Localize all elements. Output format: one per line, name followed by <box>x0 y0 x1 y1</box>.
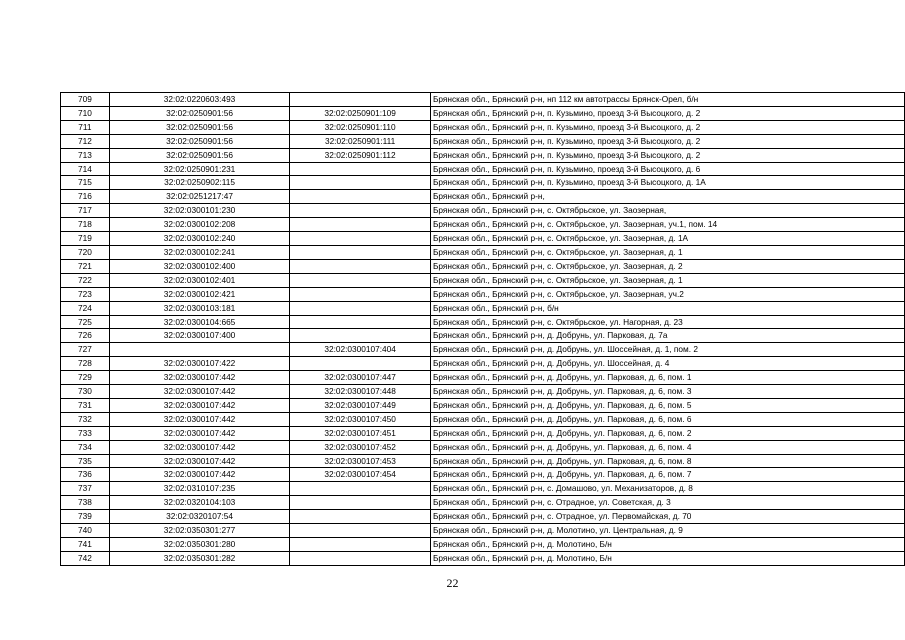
object-cadastral-number-cell: 32:02:0300107:454 <box>290 468 431 482</box>
row-number-cell: 734 <box>61 440 110 454</box>
row-number-cell: 729 <box>61 371 110 385</box>
object-cadastral-number-cell: 32:02:0300107:452 <box>290 440 431 454</box>
land-cadastral-number-cell: 32:02:0300102:401 <box>109 273 289 287</box>
table-row <box>61 538 905 552</box>
object-cadastral-number-cell: 32:02:0250901:110 <box>290 120 431 134</box>
object-cadastral-number-cell <box>290 496 431 510</box>
table-row <box>61 343 905 357</box>
row-number-cell: 731 <box>61 398 110 412</box>
table-row <box>61 329 905 343</box>
address-cell: Брянская обл., Брянский р-н, с. Октябрьское, ул. Заозерная, д. 1 <box>430 273 904 287</box>
row-number-cell: 733 <box>61 426 110 440</box>
land-cadastral-number-cell: 32:02:0310107:235 <box>109 482 289 496</box>
row-number-cell: 710 <box>61 106 110 120</box>
address-cell: Брянская обл., Брянский р-н, д. Добрунь, ул. Парковая, д. 6, пом. 6 <box>430 412 904 426</box>
land-cadastral-number-cell: 32:02:0320107:54 <box>109 510 289 524</box>
row-number-cell: 720 <box>61 245 110 259</box>
row-number-cell: 739 <box>61 510 110 524</box>
land-cadastral-number-cell: 32:02:0300102:208 <box>109 218 289 232</box>
table-row <box>61 134 905 148</box>
page-number: 22 <box>446 576 459 590</box>
table-row <box>61 176 905 190</box>
row-number-cell: 737 <box>61 482 110 496</box>
object-cadastral-number-cell <box>290 232 431 246</box>
row-number-cell: 713 <box>61 148 110 162</box>
address-cell: Брянская обл., Брянский р-н, с. Октябрьское, ул. Заозерная, уч.2 <box>430 287 904 301</box>
land-cadastral-number-cell: 32:02:0250901:56 <box>109 106 289 120</box>
address-cell: Брянская обл., Брянский р-н, д. Добрунь, ул. Парковая, д. 6, пом. 2 <box>430 426 904 440</box>
object-cadastral-number-cell: 32:02:0250901:112 <box>290 148 431 162</box>
table-row <box>61 510 905 524</box>
object-cadastral-number-cell <box>290 524 431 538</box>
address-cell: Брянская обл., Брянский р-н, д. Добрунь, ул. Шоссейная, д. 4 <box>430 357 904 371</box>
object-cadastral-number-cell <box>290 245 431 259</box>
object-cadastral-number-cell: 32:02:0300107:449 <box>290 398 431 412</box>
land-cadastral-number-cell: 32:02:0250902:115 <box>109 176 289 190</box>
row-number-cell: 727 <box>61 343 110 357</box>
land-cadastral-number-cell: 32:02:0250901:56 <box>109 120 289 134</box>
address-cell: Брянская обл., Брянский р-н, д. Добрунь, ул. Парковая, д. 7а <box>430 329 904 343</box>
address-cell: Брянская обл., Брянский р-н, д. Добрунь, ул. Шоссейная, д. 1, пом. 2 <box>430 343 904 357</box>
land-cadastral-number-cell: 32:02:0300107:442 <box>109 371 289 385</box>
row-number-cell: 728 <box>61 357 110 371</box>
row-number-cell: 724 <box>61 301 110 315</box>
table-row <box>61 287 905 301</box>
land-cadastral-number-cell: 32:02:0300107:442 <box>109 468 289 482</box>
property-table <box>60 92 905 566</box>
object-cadastral-number-cell <box>290 315 431 329</box>
land-cadastral-number-cell: 32:02:0250901:56 <box>109 148 289 162</box>
land-cadastral-number-cell: 32:02:0220603:493 <box>109 93 289 107</box>
address-cell: Брянская обл., Брянский р-н, п. Кузьмино, проезд 3-й Высоцкого, д. 2 <box>430 106 904 120</box>
table-row <box>61 106 905 120</box>
row-number-cell: 718 <box>61 218 110 232</box>
row-number-cell: 715 <box>61 176 110 190</box>
object-cadastral-number-cell: 32:02:0300107:448 <box>290 385 431 399</box>
row-number-cell: 712 <box>61 134 110 148</box>
object-cadastral-number-cell <box>290 551 431 565</box>
row-number-cell: 722 <box>61 273 110 287</box>
row-number-cell: 709 <box>61 93 110 107</box>
land-cadastral-number-cell: 32:02:0250901:231 <box>109 162 289 176</box>
object-cadastral-number-cell <box>290 482 431 496</box>
table-row <box>61 148 905 162</box>
land-cadastral-number-cell: 32:02:0300102:421 <box>109 287 289 301</box>
table-row <box>61 551 905 565</box>
address-cell: Брянская обл., Брянский р-н, нп 112 км автотрассы Брянск-Орел, б/н <box>430 93 904 107</box>
land-cadastral-number-cell <box>109 343 289 357</box>
object-cadastral-number-cell <box>290 162 431 176</box>
object-cadastral-number-cell: 32:02:0250901:109 <box>290 106 431 120</box>
table-row <box>61 398 905 412</box>
table-row <box>61 412 905 426</box>
address-cell: Брянская обл., Брянский р-н, п. Кузьмино, проезд 3-й Высоцкого, д. 2 <box>430 134 904 148</box>
object-cadastral-number-cell <box>290 273 431 287</box>
land-cadastral-number-cell: 32:02:0300104:665 <box>109 315 289 329</box>
land-cadastral-number-cell: 32:02:0300102:241 <box>109 245 289 259</box>
object-cadastral-number-cell <box>290 301 431 315</box>
table-row <box>61 120 905 134</box>
row-number-cell: 738 <box>61 496 110 510</box>
address-cell: Брянская обл., Брянский р-н, б/н <box>430 301 904 315</box>
table-row <box>61 245 905 259</box>
land-cadastral-number-cell: 32:02:0250901:56 <box>109 134 289 148</box>
address-cell: Брянская обл., Брянский р-н, д. Молотино, Б/н <box>430 551 904 565</box>
table-row <box>61 218 905 232</box>
land-cadastral-number-cell: 32:02:0300107:442 <box>109 440 289 454</box>
object-cadastral-number-cell: 32:02:0300107:404 <box>290 343 431 357</box>
object-cadastral-number-cell <box>290 287 431 301</box>
object-cadastral-number-cell: 32:02:0300107:451 <box>290 426 431 440</box>
object-cadastral-number-cell: 32:02:0250901:111 <box>290 134 431 148</box>
row-number-cell: 714 <box>61 162 110 176</box>
address-cell: Брянская обл., Брянский р-н, д. Добрунь, ул. Парковая, д. 6, пом. 5 <box>430 398 904 412</box>
object-cadastral-number-cell <box>290 176 431 190</box>
object-cadastral-number-cell <box>290 218 431 232</box>
address-cell: Брянская обл., Брянский р-н, с. Октябрьское, ул. Заозерная, д. 1 <box>430 245 904 259</box>
land-cadastral-number-cell: 32:02:0300102:240 <box>109 232 289 246</box>
land-cadastral-number-cell: 32:02:0350301:277 <box>109 524 289 538</box>
land-cadastral-number-cell: 32:02:0320104:103 <box>109 496 289 510</box>
row-number-cell: 740 <box>61 524 110 538</box>
address-cell: Брянская обл., Брянский р-н, д. Молотино, Б/н <box>430 538 904 552</box>
address-cell: Брянская обл., Брянский р-н, п. Кузьмино, проезд 3-й Высоцкого, д. 2 <box>430 120 904 134</box>
row-number-cell: 742 <box>61 551 110 565</box>
address-cell: Брянская обл., Брянский р-н, д. Добрунь, ул. Парковая, д. 6, пом. 7 <box>430 468 904 482</box>
land-cadastral-number-cell: 32:02:0300107:442 <box>109 398 289 412</box>
land-cadastral-number-cell: 32:02:0300101:230 <box>109 204 289 218</box>
land-cadastral-number-cell: 32:02:0300107:442 <box>109 385 289 399</box>
address-cell: Брянская обл., Брянский р-н, с. Октябрьское, ул. Заозерная, д. 2 <box>430 259 904 273</box>
address-cell: Брянская обл., Брянский р-н, п. Кузьмино, проезд 3-й Высоцкого, д. 2 <box>430 148 904 162</box>
table-row <box>61 315 905 329</box>
row-number-cell: 726 <box>61 329 110 343</box>
object-cadastral-number-cell: 32:02:0300107:447 <box>290 371 431 385</box>
land-cadastral-number-cell: 32:02:0300107:442 <box>109 454 289 468</box>
object-cadastral-number-cell: 32:02:0300107:450 <box>290 412 431 426</box>
land-cadastral-number-cell: 32:02:0300107:400 <box>109 329 289 343</box>
object-cadastral-number-cell <box>290 190 431 204</box>
address-cell: Брянская обл., Брянский р-н, с. Октябрьское, ул. Заозерная, уч.1, пом. 14 <box>430 218 904 232</box>
table-row <box>61 232 905 246</box>
table-row <box>61 482 905 496</box>
land-cadastral-number-cell: 32:02:0300107:442 <box>109 426 289 440</box>
table-row <box>61 454 905 468</box>
address-cell: Брянская обл., Брянский р-н, п. Кузьмино, проезд 3-й Высоцкого, д. 6 <box>430 162 904 176</box>
land-cadastral-number-cell: 32:02:0251217:47 <box>109 190 289 204</box>
property-table-body <box>61 93 905 566</box>
row-number-cell: 741 <box>61 538 110 552</box>
row-number-cell: 717 <box>61 204 110 218</box>
address-cell: Брянская обл., Брянский р-н, с. Октябрьское, ул. Заозерная, <box>430 204 904 218</box>
table-row <box>61 259 905 273</box>
row-number-cell: 711 <box>61 120 110 134</box>
table-row <box>61 468 905 482</box>
row-number-cell: 719 <box>61 232 110 246</box>
object-cadastral-number-cell <box>290 259 431 273</box>
table-row <box>61 162 905 176</box>
table-row <box>61 371 905 385</box>
object-cadastral-number-cell <box>290 510 431 524</box>
row-number-cell: 736 <box>61 468 110 482</box>
table-row <box>61 301 905 315</box>
address-cell: Брянская обл., Брянский р-н, д. Добрунь, ул. Парковая, д. 6, пом. 4 <box>430 440 904 454</box>
address-cell: Брянская обл., Брянский р-н, с. Октябрьское, ул. Нагорная, д. 23 <box>430 315 904 329</box>
row-number-cell: 723 <box>61 287 110 301</box>
table-row <box>61 385 905 399</box>
address-cell: Брянская обл., Брянский р-н, д. Добрунь, ул. Парковая, д. 6, пом. 1 <box>430 371 904 385</box>
address-cell: Брянская обл., Брянский р-н, д. Добрунь, ул. Парковая, д. 6, пом. 3 <box>430 385 904 399</box>
address-cell: Брянская обл., Брянский р-н, с. Отрадное, ул. Первомайская, д. 70 <box>430 510 904 524</box>
object-cadastral-number-cell <box>290 357 431 371</box>
address-cell: Брянская обл., Брянский р-н, д. Добрунь, ул. Парковая, д. 6, пом. 8 <box>430 454 904 468</box>
row-number-cell: 730 <box>61 385 110 399</box>
address-cell: Брянская обл., Брянский р-н, с. Домашово, ул. Механизаторов, д. 8 <box>430 482 904 496</box>
land-cadastral-number-cell: 32:02:0300107:422 <box>109 357 289 371</box>
object-cadastral-number-cell <box>290 329 431 343</box>
object-cadastral-number-cell <box>290 204 431 218</box>
object-cadastral-number-cell: 32:02:0300107:453 <box>290 454 431 468</box>
table-row <box>61 357 905 371</box>
address-cell: Брянская обл., Брянский р-н, <box>430 190 904 204</box>
row-number-cell: 735 <box>61 454 110 468</box>
address-cell: Брянская обл., Брянский р-н, п. Кузьмино, проезд 3-й Высоцкого, д. 1А <box>430 176 904 190</box>
table-row <box>61 496 905 510</box>
object-cadastral-number-cell <box>290 538 431 552</box>
address-cell: Брянская обл., Брянский р-н, д. Молотино, ул. Центральная, д. 9 <box>430 524 904 538</box>
table-row <box>61 426 905 440</box>
address-cell: Брянская обл., Брянский р-н, с. Октябрьское, ул. Заозерная, д. 1А <box>430 232 904 246</box>
land-cadastral-number-cell: 32:02:0300103:181 <box>109 301 289 315</box>
table-row <box>61 440 905 454</box>
table-row <box>61 273 905 287</box>
table-row <box>61 93 905 107</box>
row-number-cell: 716 <box>61 190 110 204</box>
table-row <box>61 524 905 538</box>
row-number-cell: 732 <box>61 412 110 426</box>
table-row <box>61 204 905 218</box>
address-cell: Брянская обл., Брянский р-н, с. Отрадное, ул. Советская, д. 3 <box>430 496 904 510</box>
land-cadastral-number-cell: 32:02:0350301:280 <box>109 538 289 552</box>
row-number-cell: 725 <box>61 315 110 329</box>
land-cadastral-number-cell: 32:02:0350301:282 <box>109 551 289 565</box>
land-cadastral-number-cell: 32:02:0300107:442 <box>109 412 289 426</box>
object-cadastral-number-cell <box>290 93 431 107</box>
table-row <box>61 190 905 204</box>
land-cadastral-number-cell: 32:02:0300102:400 <box>109 259 289 273</box>
row-number-cell: 721 <box>61 259 110 273</box>
